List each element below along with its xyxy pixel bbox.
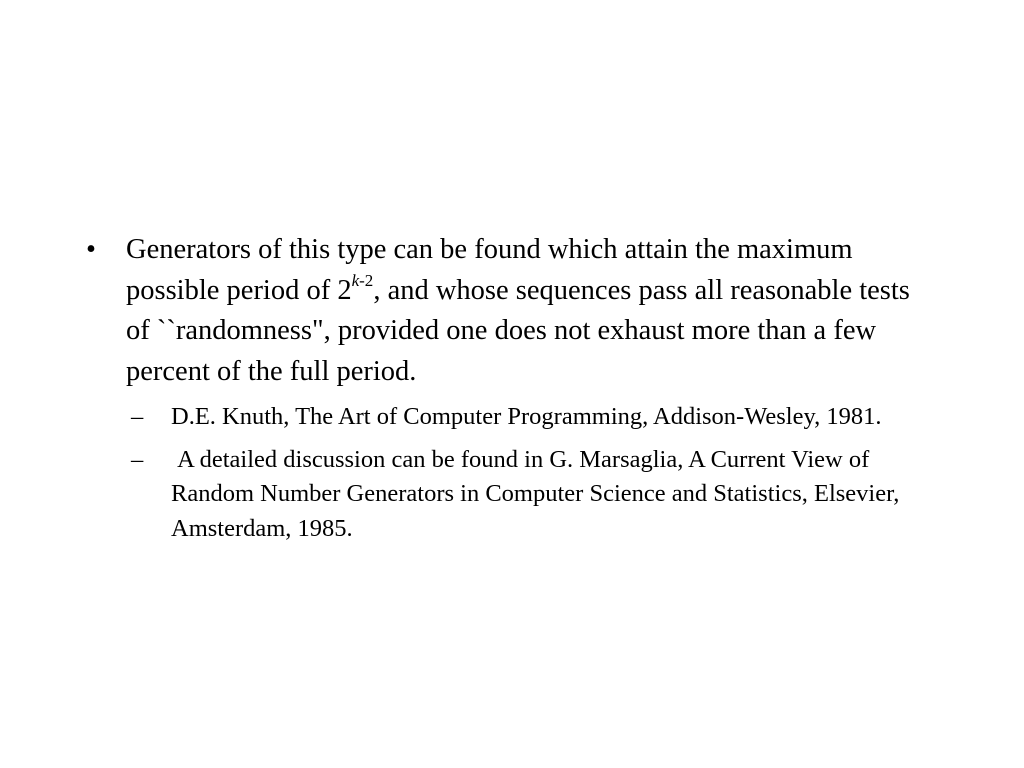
sub-bullet-marsaglia <box>131 443 911 547</box>
sub-bullet-knuth <box>131 400 911 435</box>
exponent-offset: -2 <box>359 271 374 290</box>
exponent-variable: k <box>351 271 360 290</box>
dash-marker: – <box>131 403 144 430</box>
dash-marker: – <box>131 445 144 473</box>
main-bullet-text <box>126 230 916 392</box>
sub-bullet-list <box>131 400 911 554</box>
sub-bullet-text: D.E. Knuth, The Art of Computer Programming, Addison-Wesley, 1981. <box>171 403 882 430</box>
main-bullet-point <box>86 230 916 392</box>
bullet-marker: • <box>86 234 96 265</box>
sub-bullet-text: A detailed discussion can be found in G. Marsaglia, A Current View of Random Number Generators in Computer Science and Statistics, Elsevier, Amsterdam, 1985. <box>171 445 905 542</box>
main-bullet-text-end: , and whose sequences pass all reasonable tests of ``randomness", provided one does not exhaust more than a few percent of the full period. <box>126 274 910 387</box>
main-bullet-text-start: Generators of this type can be found which attain the maximum possible period of 2 <box>126 234 853 306</box>
exponent-superscript <box>352 271 374 290</box>
